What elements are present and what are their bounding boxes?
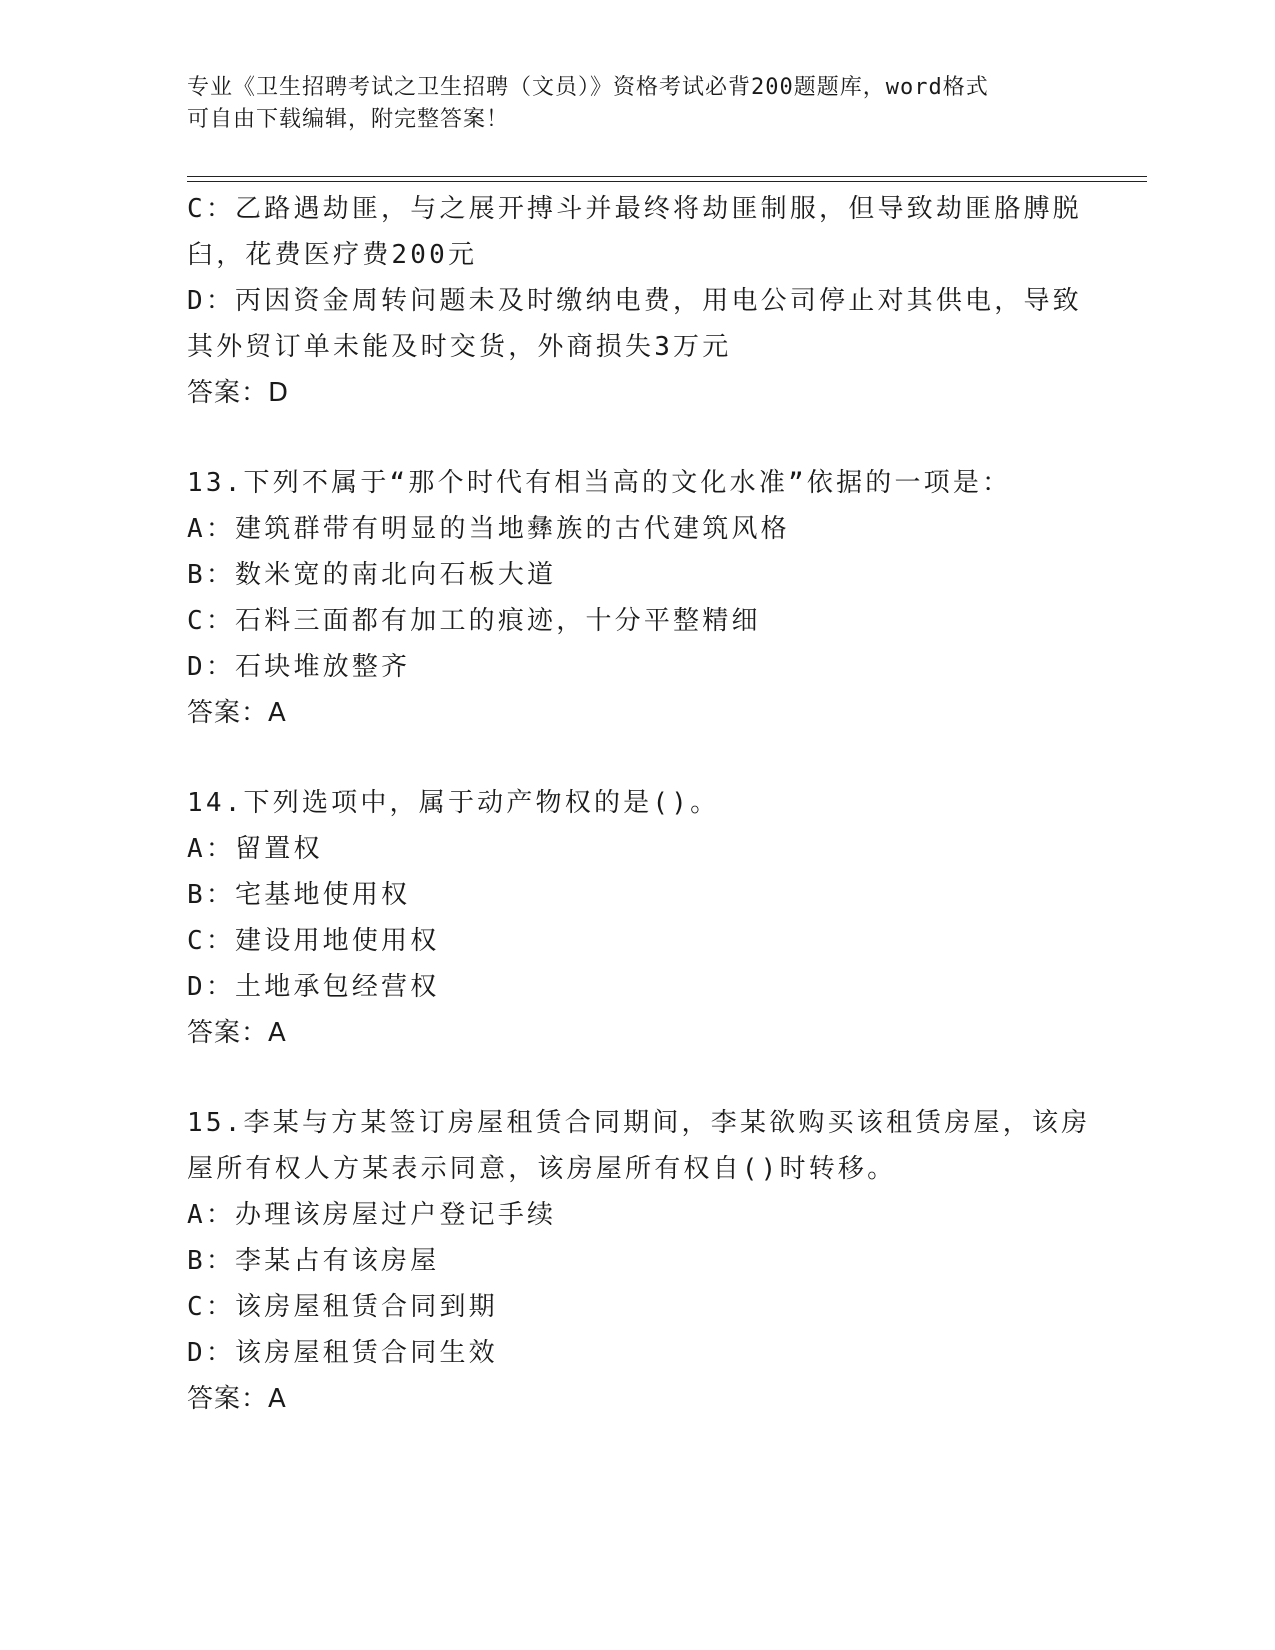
option-d: D：丙因资金周转问题未及时缴纳电费，用电公司停止对其供电，导致 bbox=[187, 286, 1082, 316]
document-body bbox=[187, 186, 1091, 1422]
header-divider-top bbox=[187, 176, 1147, 177]
spacer bbox=[187, 1056, 1087, 1100]
option-a: A：建筑群带有明显的当地彝族的古代建筑风格 bbox=[187, 514, 790, 544]
option-d: D：该房屋租赁合同生效 bbox=[187, 1338, 498, 1368]
answer-line: 答案：A bbox=[187, 1384, 287, 1414]
option-d: D：石块堆放整齐 bbox=[187, 652, 411, 682]
question-15 bbox=[187, 1100, 1091, 1422]
option-b: B：数米宽的南北向石板大道 bbox=[187, 560, 557, 590]
option-c-continued: 臼，花费医疗费200元 bbox=[187, 240, 478, 270]
option-b: B：宅基地使用权 bbox=[187, 880, 411, 910]
option-d-continued: 其外贸订单未能及时交货，外商损失3万元 bbox=[187, 332, 732, 362]
option-a: A：办理该房屋过户登记手续 bbox=[187, 1200, 557, 1230]
option-d: D：土地承包经营权 bbox=[187, 972, 440, 1002]
question-stem: 13.下列不属于“那个时代有相当高的文化水准”依据的一项是： bbox=[187, 468, 1012, 498]
option-c: C：建设用地使用权 bbox=[187, 926, 440, 956]
header-title-line-1: 专业《卫生招聘考试之卫生招聘（文员）》资格考试必背200题题库，word格式 bbox=[187, 75, 989, 100]
question-stem: 14.下列选项中，属于动产物权的是()。 bbox=[187, 788, 720, 818]
question-13 bbox=[187, 460, 1087, 736]
document-header bbox=[187, 72, 1077, 136]
spacer bbox=[187, 416, 1087, 460]
answer-line: 答案：D bbox=[187, 378, 290, 408]
option-c: C：该房屋租赁合同到期 bbox=[187, 1292, 498, 1322]
question-12-continued bbox=[187, 186, 1087, 416]
answer-line: 答案：A bbox=[187, 1018, 287, 1048]
option-b: B：李某占有该房屋 bbox=[187, 1246, 440, 1276]
answer-line: 答案：A bbox=[187, 698, 287, 728]
header-title-line-2: 可自由下载编辑，附完整答案！ bbox=[187, 107, 510, 132]
option-a: A：留置权 bbox=[187, 834, 323, 864]
question-14 bbox=[187, 780, 1087, 1056]
spacer bbox=[187, 736, 1087, 780]
question-stem: 15.李某与方某签订房屋租赁合同期间，李某欲购买该租赁房屋，该房 bbox=[187, 1108, 1091, 1138]
header-divider-bottom bbox=[187, 181, 1147, 182]
question-stem-continued: 屋所有权人方某表示同意，该房屋所有权自()时转移。 bbox=[187, 1154, 897, 1184]
option-c: C：石料三面都有加工的痕迹，十分平整精细 bbox=[187, 606, 761, 636]
option-c: C：乙路遇劫匪，与之展开搏斗并最终将劫匪制服，但导致劫匪胳膊脱 bbox=[187, 194, 1082, 224]
